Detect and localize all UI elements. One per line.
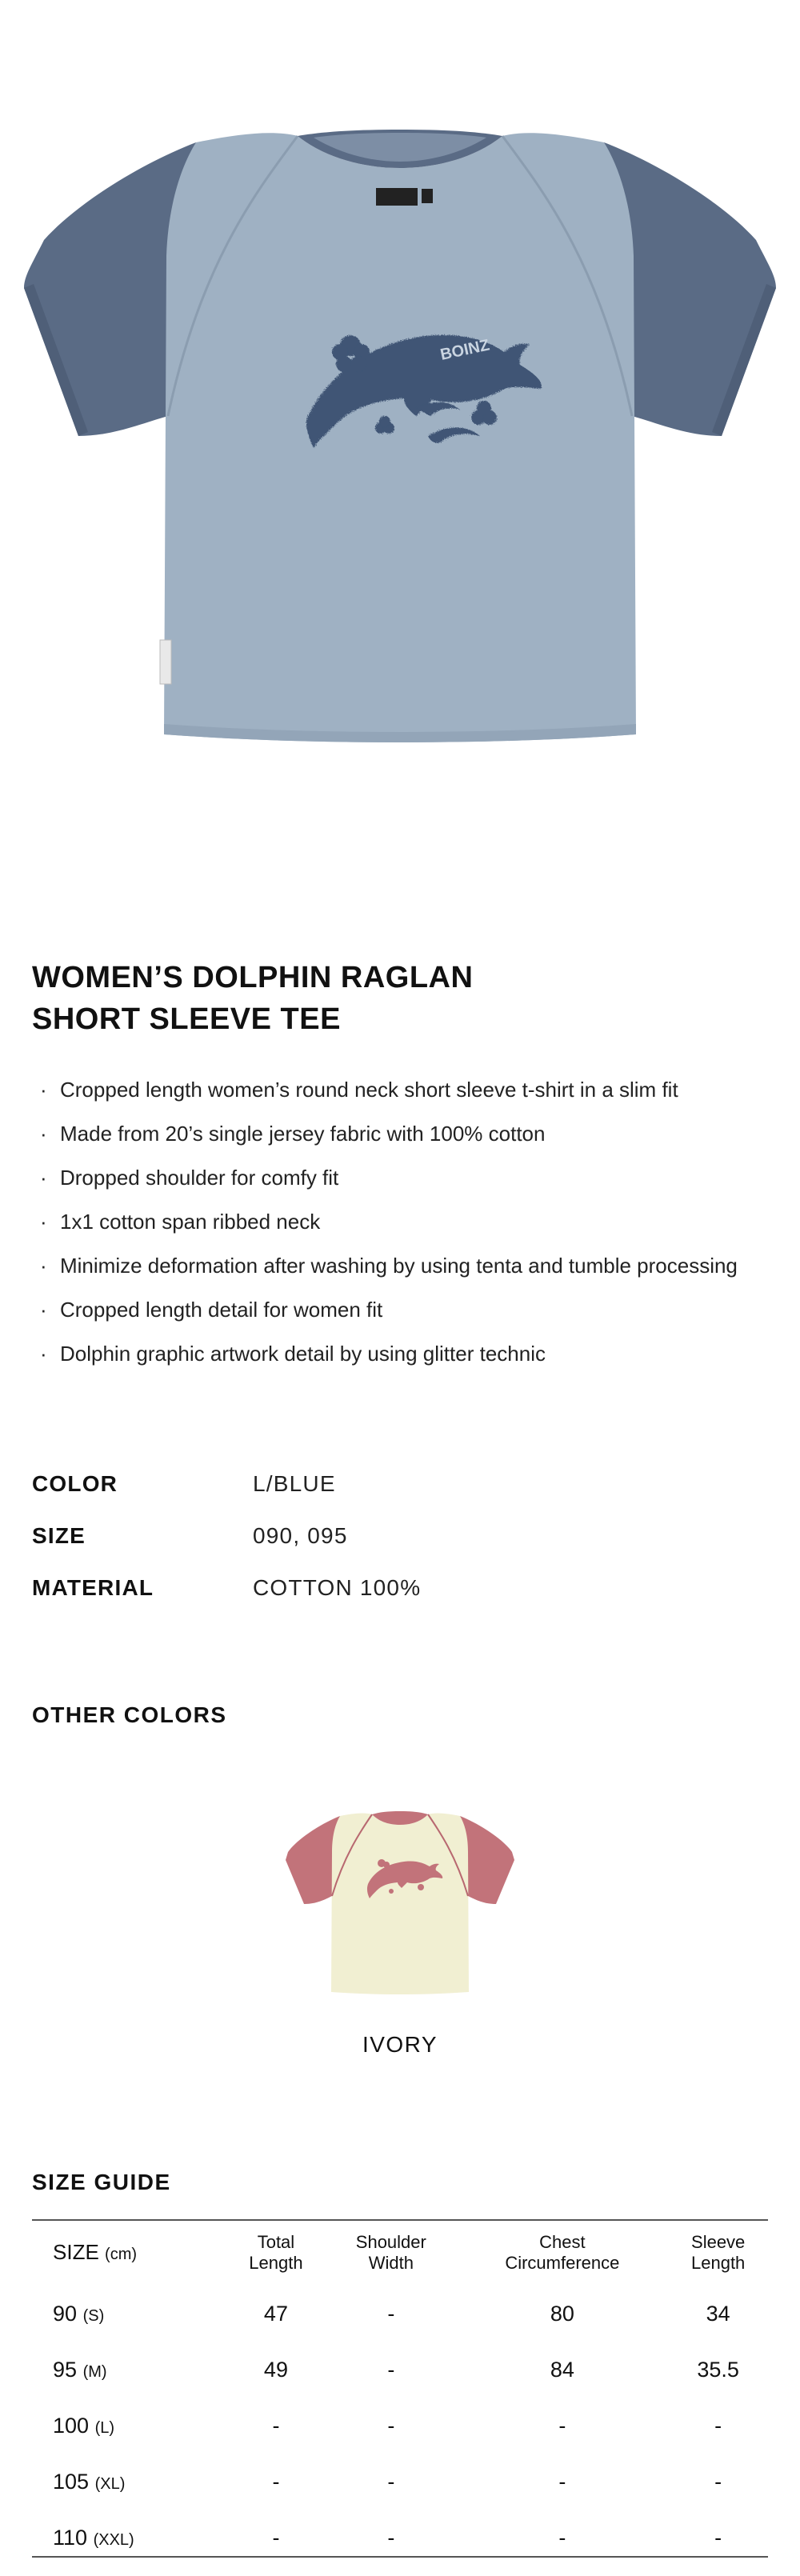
size-number: 105 [53,2469,90,2494]
unit-label: (cm) [105,2245,138,2263]
size-letter: (M) [82,2362,107,2381]
header-line: Chest [539,2232,586,2252]
table-cell: 47 [263,2301,288,2326]
header-line: Length [249,2253,303,2273]
table-row [32,2342,768,2398]
bullet-icon: · [40,1298,47,1322]
header-line: Total [257,2232,295,2252]
size-letter: (XL) [94,2474,126,2493]
size-guide-table [32,2220,768,2566]
bullet-icon: · [40,1210,47,1234]
size-letter: (L) [94,2418,115,2437]
spec-row-material [32,1562,752,1614]
size-number: 90 [53,2301,78,2326]
product-title-line-2: SHORT SLEEVE TEE [32,1002,341,1036]
size-letter: (XXL) [93,2530,134,2549]
table-cell: - [558,2525,566,2550]
header-line: Length [691,2253,746,2273]
header-line: Width [368,2253,414,2273]
color-swatch-name: IVORY [362,2032,438,2057]
table-cell: - [714,2413,722,2438]
table-header-row [32,2220,768,2286]
table-cell: - [387,2413,395,2438]
size-number: 100 [53,2413,90,2438]
spec-value: L/BLUE [253,1470,336,1496]
color-swatch-ivory[interactable] [284,1796,516,1996]
spec-row-color [32,1458,752,1510]
table-cell: 49 [263,2357,288,2382]
feature-text: Cropped length women’s round neck short sleeve t-shirt in a slim fit [60,1078,678,1102]
table-cell: 84 [550,2357,574,2382]
feature-item [32,1332,784,1376]
feature-item [32,1068,784,1112]
feature-list [32,1068,784,1376]
feature-item [32,1288,784,1332]
size-cell [32,2342,226,2398]
table-cell: - [272,2413,280,2438]
spec-label: COLOR [32,1470,118,1496]
bullet-icon: · [40,1122,47,1146]
tshirt-ivory-thumbnail [284,1796,516,1996]
spec-row-size [32,1510,752,1562]
graphic-wordmark: BOINZ [438,336,491,364]
bullet-icon: · [40,1342,47,1366]
sleeve-length-header [668,2220,768,2286]
chest-circumference-header [456,2220,668,2286]
size-cell [32,2286,226,2342]
feature-text: Dropped shoulder for comfy fit [60,1166,339,1190]
spec-table [32,1458,752,1614]
feature-text: 1x1 cotton span ribbed neck [60,1210,321,1234]
shoulder-width-header [326,2220,456,2286]
table-cell: - [272,2525,280,2550]
product-title [32,957,768,1040]
product-image [0,0,800,848]
table-bottom-rule [32,2556,768,2558]
other-colors-heading: OTHER COLORS [32,1702,227,1727]
feature-text: Minimize deformation after washing by using tenta and tumble processing [60,1254,738,1278]
table-cell: - [387,2469,395,2494]
spec-label: MATERIAL [32,1574,154,1600]
header-line: Sleeve [691,2232,746,2252]
header-line: Circumference [505,2253,620,2273]
bullet-icon: · [40,1078,47,1102]
size-cell [32,2398,226,2454]
feature-item [32,1156,784,1200]
table-cell: 80 [550,2301,574,2326]
table-cell: - [714,2469,722,2494]
table-cell: - [387,2301,395,2326]
table-cell: - [272,2469,280,2494]
spec-value: COTTON 100% [253,1574,422,1600]
size-number: 110 [53,2525,88,2550]
size-header-label: SIZE [53,2239,99,2264]
size-column-header [32,2220,226,2286]
bullet-icon: · [40,1254,47,1278]
size-cell [32,2454,226,2510]
table-cell: - [558,2469,566,2494]
feature-text: Dolphin graphic artwork detail by using glitter technic [60,1342,546,1366]
table-cell: - [387,2525,395,2550]
header-line: Shoulder [355,2232,426,2252]
tshirt-light-blue-image [0,0,800,848]
table-row [32,2286,768,2342]
feature-text: Cropped length detail for women fit [60,1298,383,1322]
size-guide-heading: SIZE GUIDE [32,2170,171,2194]
spec-label: SIZE [32,1522,86,1548]
size-number: 95 [53,2357,78,2382]
table-cell: 35.5 [697,2357,739,2382]
table-cell: - [387,2357,395,2382]
total-length-header [226,2220,326,2286]
feature-text: Made from 20’s single jersey fabric with 100% cotton [60,1122,546,1146]
table-cell: - [714,2525,722,2550]
feature-item [32,1112,784,1156]
table-cell: - [558,2413,566,2438]
spec-value: 090, 095 [253,1522,348,1548]
feature-item [32,1200,784,1244]
feature-item [32,1244,784,1288]
table-row [32,2454,768,2510]
bullet-icon: · [40,1166,47,1190]
table-cell: 34 [706,2301,730,2326]
product-title-line-1: WOMEN’S DOLPHIN RAGLAN [32,961,474,994]
size-letter: (S) [82,2306,105,2325]
table-row [32,2398,768,2454]
